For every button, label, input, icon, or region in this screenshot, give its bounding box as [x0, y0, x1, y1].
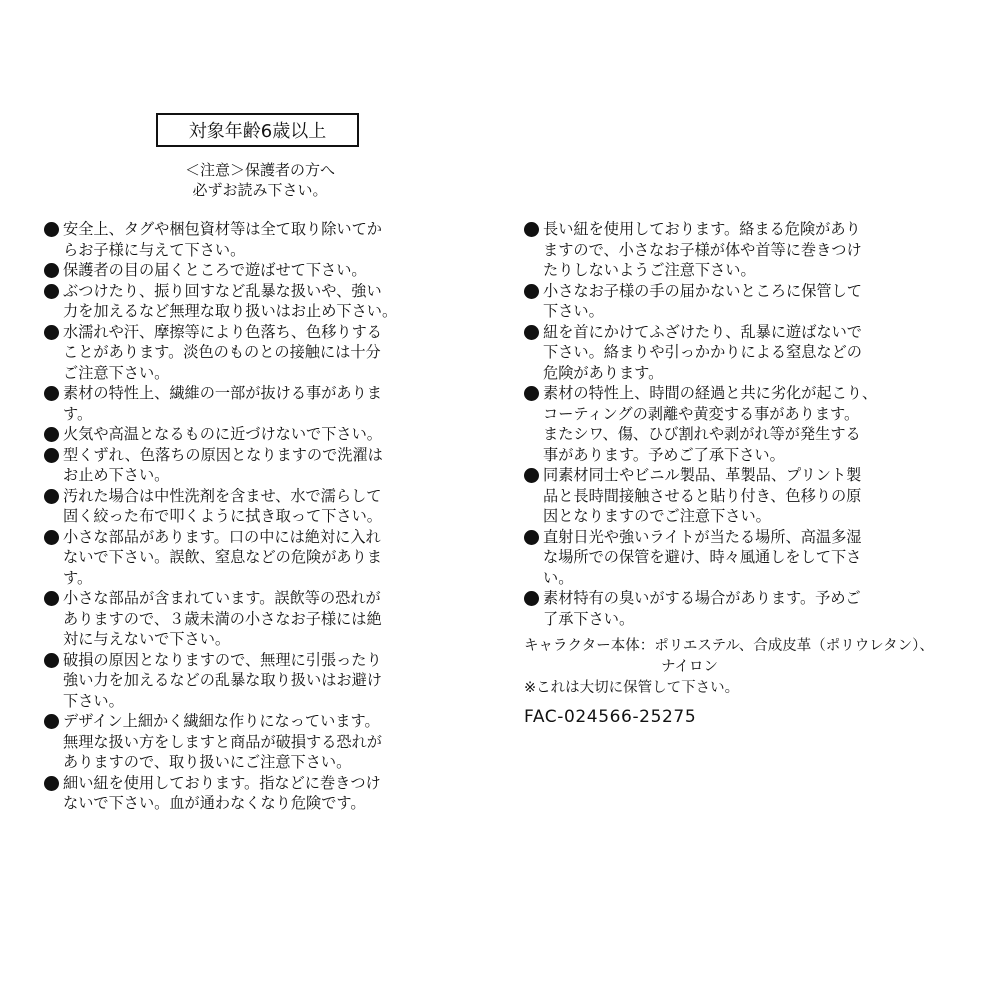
warning-text-line: 因となりますのでご注意下さい。 — [543, 507, 771, 525]
warning-item — [44, 650, 494, 712]
warning-item — [524, 281, 974, 322]
warning-text-line: 水濡れや汗、摩擦等により色落ち、色移りする — [63, 322, 382, 341]
warning-item — [524, 383, 974, 465]
warning-item — [524, 219, 974, 281]
bullet-icon — [44, 427, 59, 442]
bullet-icon — [44, 284, 59, 299]
warning-text-line: す。 — [63, 568, 93, 587]
bullet-icon — [44, 591, 59, 606]
warning-item — [44, 219, 494, 260]
warning-text-line: 素材の特性上、繊維の一部が抜ける事がありま — [63, 384, 382, 402]
bullet-icon — [44, 776, 59, 791]
warning-text-line: 汚れた場合は中性洗剤を含ませ、水で濡らして — [63, 486, 382, 505]
bullet-icon — [44, 489, 59, 504]
bullet-icon — [524, 325, 539, 340]
warning-text-line: 保護者の目の届くところで遊ばせて下さい。 — [63, 261, 367, 279]
warning-text-line: 素材の特性上、時間の経過と共に劣化が起こり、 — [543, 384, 878, 402]
warning-item — [44, 711, 494, 773]
warning-text-line: ご注意下さい。 — [63, 363, 170, 382]
warning-text-line: ますので、小さなお子様が体や首等に巻きつけ — [543, 240, 862, 259]
materials-line: キャラクター本体：ポリエステル、合成皮革（ポリウレタン）、 — [524, 638, 934, 654]
bullet-icon — [524, 222, 539, 237]
caution-header — [160, 160, 360, 200]
bullet-icon — [44, 386, 59, 401]
warning-item — [44, 486, 494, 527]
caution-line-2: 必ずお読み下さい。 — [192, 181, 328, 199]
age-label: 対象年齢6歳以上 — [188, 121, 327, 142]
warning-text-line: ことがあります。淡色のものとの接触には十分 — [63, 343, 381, 361]
left-warning-column — [44, 219, 494, 814]
warning-text-line: ないで下さい。誤飲、窒息などの危険がありま — [63, 548, 382, 566]
bullet-icon — [44, 714, 59, 729]
bullet-icon — [524, 530, 539, 545]
bullet-icon — [524, 468, 539, 483]
bullet-icon — [44, 448, 59, 463]
warning-text-line: い。 — [543, 568, 574, 587]
warning-item — [44, 773, 494, 814]
warning-item — [44, 424, 494, 445]
warning-item — [44, 281, 494, 322]
bullet-icon — [524, 284, 539, 299]
warning-text-line: 小さな部品が含まれています。誤飲等の恐れが — [63, 589, 381, 607]
bullet-icon — [44, 222, 59, 237]
warning-text-line: ないで下さい。血が通わなくなり危険です。 — [63, 794, 366, 812]
warning-text-line: 紐を首にかけてふざけたり、乱暴に遊ばないで — [543, 322, 862, 341]
warning-text-line: 細い紐を使用しております。指などに巻きつけ — [63, 773, 381, 792]
warning-text-line: ぶつけたり、振り回すなど乱暴な扱いや、強い — [63, 281, 382, 300]
warning-text-line: 素材特有の臭いがする場合があります。予めご — [543, 589, 861, 607]
warning-text-line: 直射日光や強いライトが当たる場所、高温多湿 — [543, 527, 862, 546]
warning-item — [524, 322, 974, 384]
bullet-icon — [44, 325, 59, 340]
bullet-icon — [524, 591, 539, 606]
warning-text-line: お止め下さい。 — [63, 466, 170, 484]
warning-text-line: 危険があります。 — [543, 363, 664, 382]
warning-text-line: 下さい。 — [63, 691, 124, 710]
warning-text-line: 固く絞った布で叩くように拭き取って下さい。 — [63, 507, 382, 525]
warning-text-line: 下さい。 — [543, 302, 604, 320]
bullet-icon — [44, 530, 59, 545]
warning-item — [524, 465, 974, 527]
warning-text-line: 無理な扱い方をしますと商品が破損する恐れが — [63, 732, 382, 751]
warning-text-line: す。 — [63, 404, 93, 423]
warning-item — [44, 527, 494, 589]
warning-item — [44, 445, 494, 486]
warning-text-line: 小さな部品があります。口の中には絶対に入れ — [63, 527, 381, 546]
warning-text-line: な場所での保管を避け、時々風通しをして下さ — [543, 548, 862, 566]
warning-text-line: ありますので、３歳未満の小さなお子様には絶 — [63, 609, 382, 628]
warning-text-line: 長い紐を使用しております。絡まる危険があり — [543, 220, 861, 238]
warning-item — [44, 260, 494, 281]
materials-line-continued: ナイロン — [661, 659, 718, 675]
warning-item — [44, 383, 494, 424]
warning-text-line: デザイン上細かく繊細な作りになっています。 — [63, 712, 380, 730]
caution-line-1: ＜注意＞保護者の方へ — [184, 161, 335, 179]
warning-text-line: らお子様に与えて下さい。 — [63, 240, 246, 259]
warning-text-line: 下さい。絡まりや引っかかりによる窒息などの — [543, 343, 862, 361]
product-code: FAC-024566-25275 — [524, 707, 697, 727]
right-warning-column — [524, 219, 974, 629]
warning-text-line: コーティングの剥離や黄変する事があります。 — [543, 404, 860, 423]
warning-text-line: 破損の原因となりますので、無理に引張ったり — [63, 650, 382, 669]
warning-item — [44, 322, 494, 384]
warning-text-line: 強い力を加えるなどの乱暴な取り扱いはお避け — [63, 671, 382, 689]
warning-text-line: またシワ、傷、ひび割れや剥がれ等が発生する — [543, 425, 861, 443]
materials-section — [524, 636, 934, 699]
storage-note: ※これは大切に保管して下さい。 — [524, 680, 740, 696]
age-recommendation-box — [156, 113, 359, 147]
bullet-icon — [44, 653, 59, 668]
bullet-icon — [44, 263, 59, 278]
warning-text-line: 事があります。予めご了承下さい。 — [543, 445, 785, 464]
warning-item — [524, 588, 974, 629]
warning-text-line: 安全上、タグや梱包資材等は全て取り除いてか — [63, 220, 382, 238]
warning-text-line: 力を加えるなど無理な取り扱いはお止め下さい。 — [63, 302, 398, 320]
warning-text-line: ありますので、取り扱いにご注意下さい。 — [63, 753, 352, 771]
warning-text-line: 型くずれ、色落ちの原因となりますので洗濯は — [63, 445, 383, 464]
warning-text-line: 品と長時間接触させると貼り付き、色移りの原 — [543, 486, 862, 505]
warning-text-line: 了承下さい。 — [543, 609, 635, 628]
warning-text-line: たりしないようご注意下さい。 — [543, 261, 756, 279]
warning-item — [44, 588, 494, 650]
warning-text-line: 対に与えないで下さい。 — [63, 630, 231, 648]
warning-text-line: 火気や高温となるものに近づけないで下さい。 — [63, 425, 382, 443]
warning-item — [524, 527, 974, 589]
warning-text-line: 小さなお子様の手の届かないところに保管して — [543, 281, 862, 300]
bullet-icon — [524, 386, 539, 401]
warning-text-line: 同素材同士やビニル製品、革製品、プリント製 — [543, 466, 862, 484]
